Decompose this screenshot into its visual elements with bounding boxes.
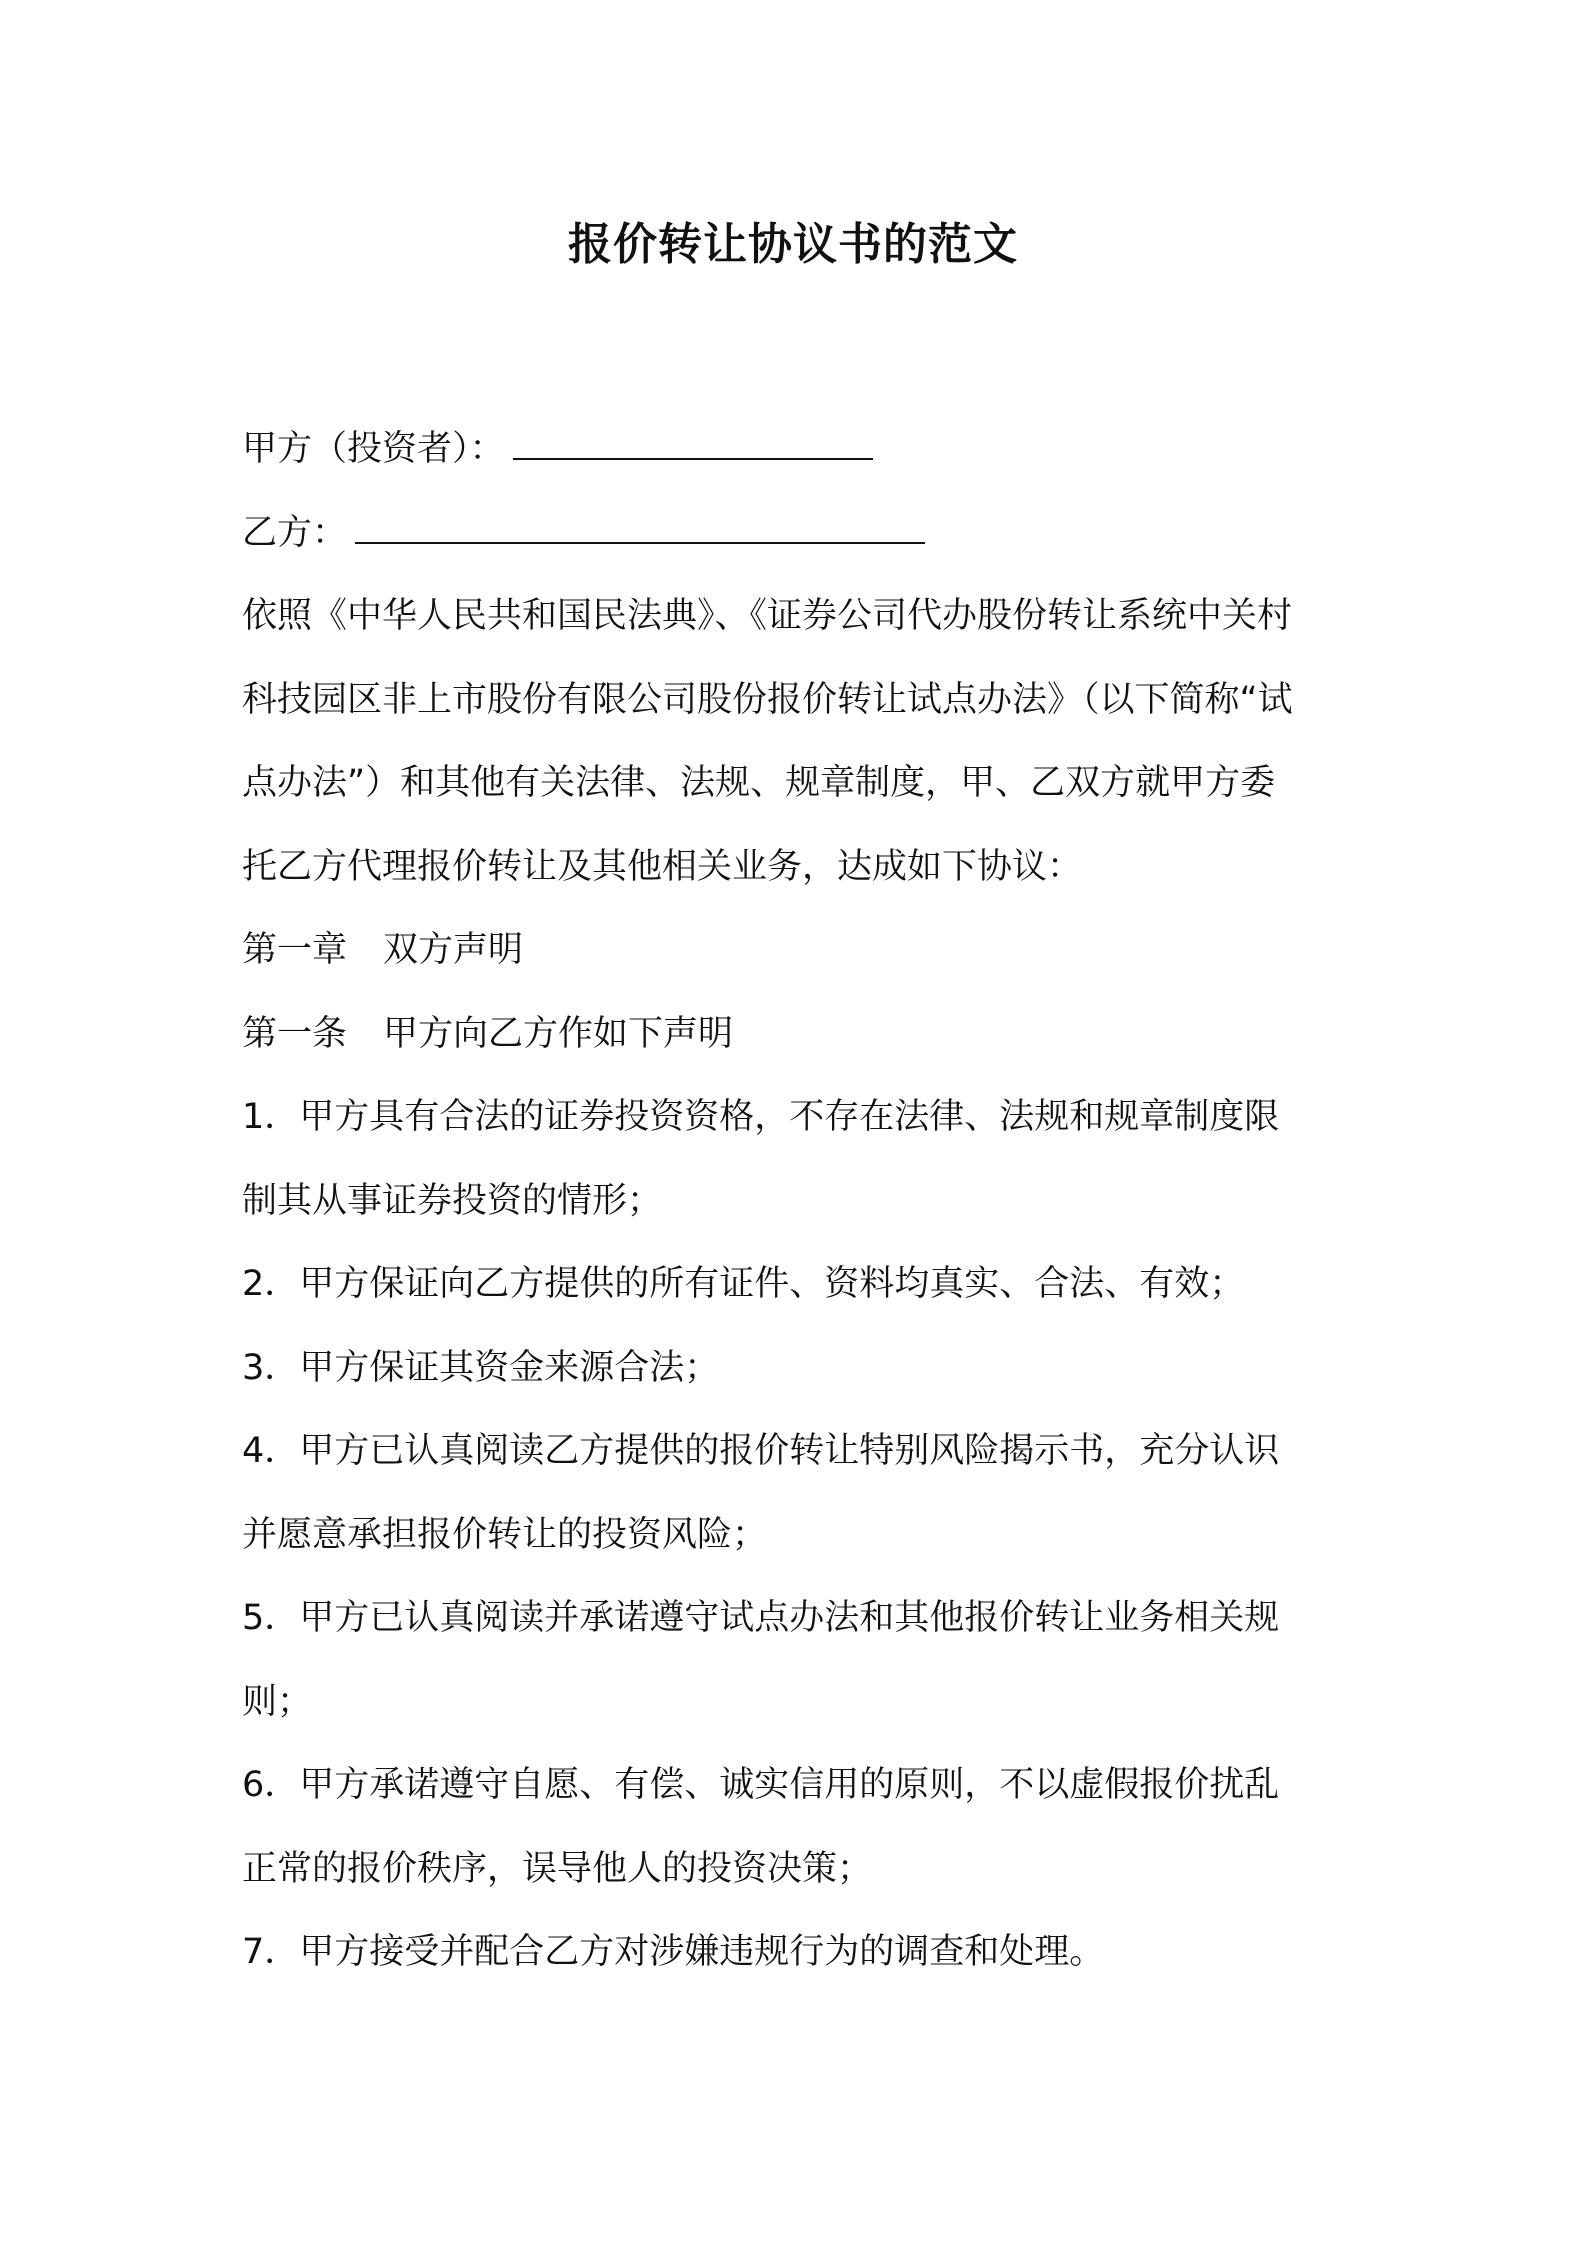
intro-line: 科技园区非上市股份有限公司股份报价转让试点办法》（以下简称“试	[242, 679, 1293, 720]
declaration-line: 4．甲方已认真阅读乙方提供的报价转让特别风险揭示书，充分认识	[242, 1431, 1280, 1471]
party-b-label: 乙方：	[242, 512, 348, 553]
party-a-label: 甲方（投资者）：	[242, 429, 505, 469]
party-a-line	[242, 408, 1362, 492]
declaration-line: 3．甲方保证其资金来源合法；	[242, 1347, 720, 1388]
intro-line: 依照《中华人民共和国民法典》、《证券公司代办股份转让系统中关村	[242, 596, 1293, 636]
party-b-line	[242, 492, 1362, 576]
declaration-line: 5．甲方已认真阅读并承诺遵守试点办法和其他报价转让业务相关规	[242, 1598, 1280, 1638]
document-body	[242, 408, 1362, 1995]
intro-line: 点办法”）和其他有关法律、法规、规章制度，甲、乙双方就甲方委	[242, 763, 1276, 803]
declaration-line: 2．甲方保证向乙方提供的所有证件、资料均真实、合法、有效；	[242, 1264, 1245, 1304]
declaration-line: 并愿意承担报价转让的投资风险；	[242, 1514, 768, 1555]
article-heading	[242, 993, 1362, 1077]
chapter-heading	[242, 909, 1362, 993]
document-title: 报价转让协议书的范文	[568, 219, 1018, 270]
article-number: 第一条	[242, 1013, 348, 1054]
declaration-line: 则；	[242, 1681, 313, 1722]
party-a-blank	[513, 428, 873, 460]
declaration-line: 1．甲方具有合法的证券投资资格，不存在法律、法规和规章制度限	[242, 1097, 1280, 1137]
chapter-title: 双方声明	[383, 930, 524, 970]
declaration-line: 正常的报价秩序，误导他人的投资决策；	[242, 1848, 873, 1889]
intro-line: 托乙方代理报价转让及其他相关业务，达成如下协议：	[242, 846, 1083, 887]
article-title: 甲方向乙方作如下声明	[383, 1013, 734, 1054]
declaration-line: 6．甲方承诺遵守自愿、有偿、诚实信用的原则，不以虚假报价扰乱	[242, 1765, 1280, 1805]
chapter-number: 第一章	[242, 930, 348, 970]
party-b-blank	[355, 512, 925, 544]
declaration-line: 7．甲方接受并配合乙方对涉嫌违规行为的调查和处理。	[242, 1932, 1105, 1972]
declaration-line: 制其从事证券投资的情形；	[242, 1180, 663, 1221]
